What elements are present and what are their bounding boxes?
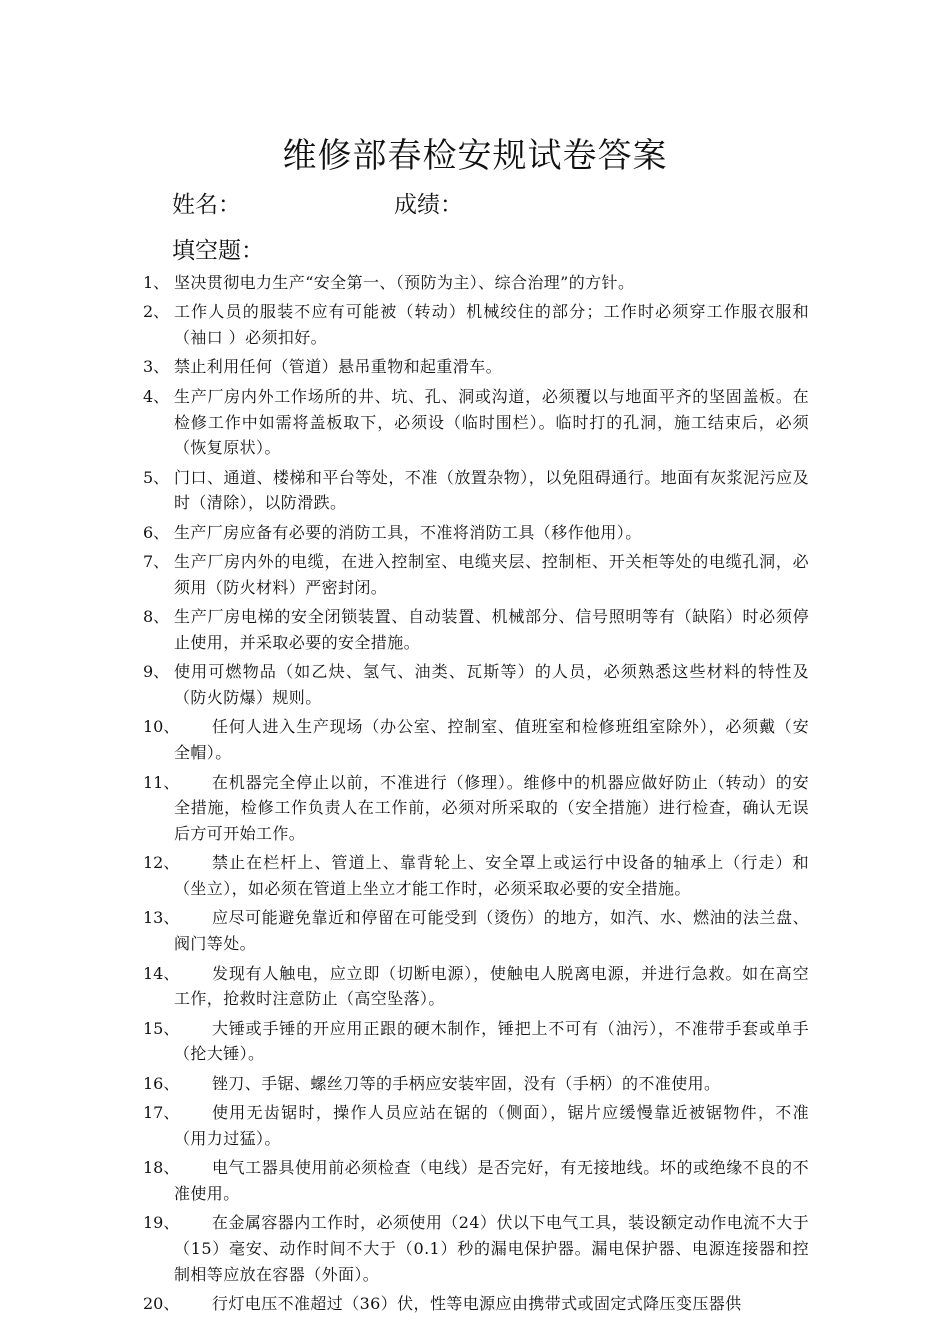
question-item	[0, 1155, 950, 1206]
score-label: 成绩：	[394, 192, 463, 218]
question-text: 坚决贯彻电力生产“安全第一、（预防为主）、综合治理”的方针。	[174, 273, 635, 292]
question-text: 禁止利用任何（管道）悬吊重物和起重滑车。	[174, 357, 503, 377]
question-item	[0, 1291, 950, 1317]
question-number: 15、	[143, 1018, 180, 1038]
question-number: 13、	[143, 908, 180, 928]
question-number: 12、	[143, 853, 180, 873]
question-item	[0, 850, 950, 901]
question-item	[0, 270, 950, 296]
question-item	[0, 465, 950, 516]
question-number: 2、	[143, 302, 170, 322]
question-text: 禁止在栏杆上、管道上、靠背轮上、安全罩上或运行中设备的轴承上（行走）和（坐立），如必须在管道上坐立才能工作时，必须采取必要的安全措施。	[174, 853, 809, 899]
question-item	[0, 961, 950, 1012]
question-text: 在机器完全停止以前，不准进行（修理）。维修中的机器应做好防止（转动）的安全措施，检修工作负责人在工作前，必须对所采取的（安全措施）进行检查，确认无误后方可开始工作。	[174, 772, 809, 843]
question-item	[0, 659, 950, 710]
exam-header	[172, 186, 463, 219]
question-text: 大锤或手锤的开应用正跟的硬木制作，锤把上不可有（油污），不准带手套或单手（抡大锤）。	[174, 1018, 809, 1064]
question-text: 工作人员的服装不应有可能被（转动）机械绞住的部分；工作时必须穿工作服衣服和（袖口 ）必须扣好。	[174, 302, 809, 348]
question-number: 18、	[143, 1158, 180, 1178]
question-text: 在金属容器内工作时，必须使用（24）伏以下电气工具，装设额定动作电流不大于（15）毫安、动作时间不大于（0.1）秒的漏电保护器。漏电保护器、电源连接器和控制相等应放在容器（外面）。	[174, 1213, 809, 1284]
question-text: 锉刀、手锯、螺丝刀等的手柄应安装牢固，没有（手柄）的不准使用。	[212, 1073, 721, 1093]
question-item	[0, 604, 950, 655]
question-item	[0, 1210, 950, 1287]
name-label: 姓名：	[172, 192, 241, 218]
question-text: 应尽可能避免靠近和停留在可能受到（烫伤）的地方，如汽、水、燃油的法兰盘、阀门等处。	[174, 908, 809, 954]
question-number: 20、	[143, 1294, 180, 1314]
question-text: 使用无齿锯时，操作人员应站在锯的（侧面），锯片应缓慢靠近被锯物件，不准（用力过猛）。	[174, 1103, 809, 1148]
question-item	[0, 1071, 950, 1097]
question-number: 3、	[143, 357, 170, 377]
question-text: 生产厂房内外工作场所的井、坑、孔、洞或沟道，必须覆以与地面平齐的坚固盖板。在检修工作中如需将盖板取下，必须设（临时围栏）。临时打的孔洞，施工结束后，必须（恢复原状）。	[174, 386, 809, 458]
question-item	[0, 905, 950, 956]
question-item	[0, 384, 950, 461]
question-number: 14、	[143, 963, 180, 983]
question-item	[0, 770, 950, 847]
question-list	[0, 270, 950, 1320]
question-number: 4、	[143, 386, 170, 406]
question-number: 8、	[143, 607, 170, 627]
question-text: 电气工器具使用前必须检查（电线）是否完好，有无接地线。坏的或绝缘不良的不准使用。	[174, 1158, 809, 1203]
question-item	[0, 714, 950, 765]
question-item	[0, 1100, 950, 1151]
question-number: 17、	[143, 1103, 180, 1123]
question-item	[0, 1016, 950, 1067]
question-text: 生产厂房应备有必要的消防工具，不准将消防工具（移作他用）。	[174, 522, 642, 542]
question-item	[0, 299, 950, 350]
question-number: 19、	[143, 1213, 180, 1233]
question-number: 16、	[143, 1073, 180, 1093]
question-text: 生产厂房电梯的安全闭锁装置、自动装置、机械部分、信号照明等有（缺陷）时必须停止使用，并采取必要的安全措施。	[174, 607, 809, 652]
question-number: 1、	[143, 273, 170, 292]
section-heading: 填空题：	[172, 238, 264, 264]
question-item	[0, 354, 950, 380]
question-text: 使用可燃物品（如乙炔、氢气、油类、瓦斯等）的人员，必须熟悉这些材料的特性及（防火防爆）规则。	[174, 662, 809, 708]
question-text: 生产厂房内外的电缆，在进入控制室、电缆夹层、控制柜、开关柜等处的电缆孔洞，必须用（防火材料）严密封闭。	[174, 552, 809, 597]
question-text: 任何人进入生产现场（办公室、控制室、值班室和检修班组室除外），必须戴（安全帽）。	[174, 717, 809, 763]
question-number: 5、	[143, 467, 170, 487]
question-text: 发现有人触电，应立即（切断电源），使触电人脱离电源，并进行急救。如在高空工作，抢救时注意防止（高空坠落）。	[174, 963, 809, 1009]
question-number: 6、	[143, 522, 170, 542]
question-text: 门口、通道、楼梯和平台等处，不准（放置杂物），以免阻碍通行。地面有灰浆泥污应及时（清除），以防滑跌。	[174, 467, 809, 513]
question-item	[0, 520, 950, 546]
question-item	[0, 549, 950, 600]
question-number: 7、	[143, 552, 170, 572]
question-number: 9、	[143, 662, 170, 682]
question-number: 11、	[143, 772, 180, 792]
question-text: 行灯电压不准超过（36）伏，性等电源应由携带式或固定式降压变压器供	[212, 1294, 742, 1314]
page-title: 维修部春检安规试卷答案	[282, 136, 668, 176]
question-number: 10、	[143, 717, 180, 737]
